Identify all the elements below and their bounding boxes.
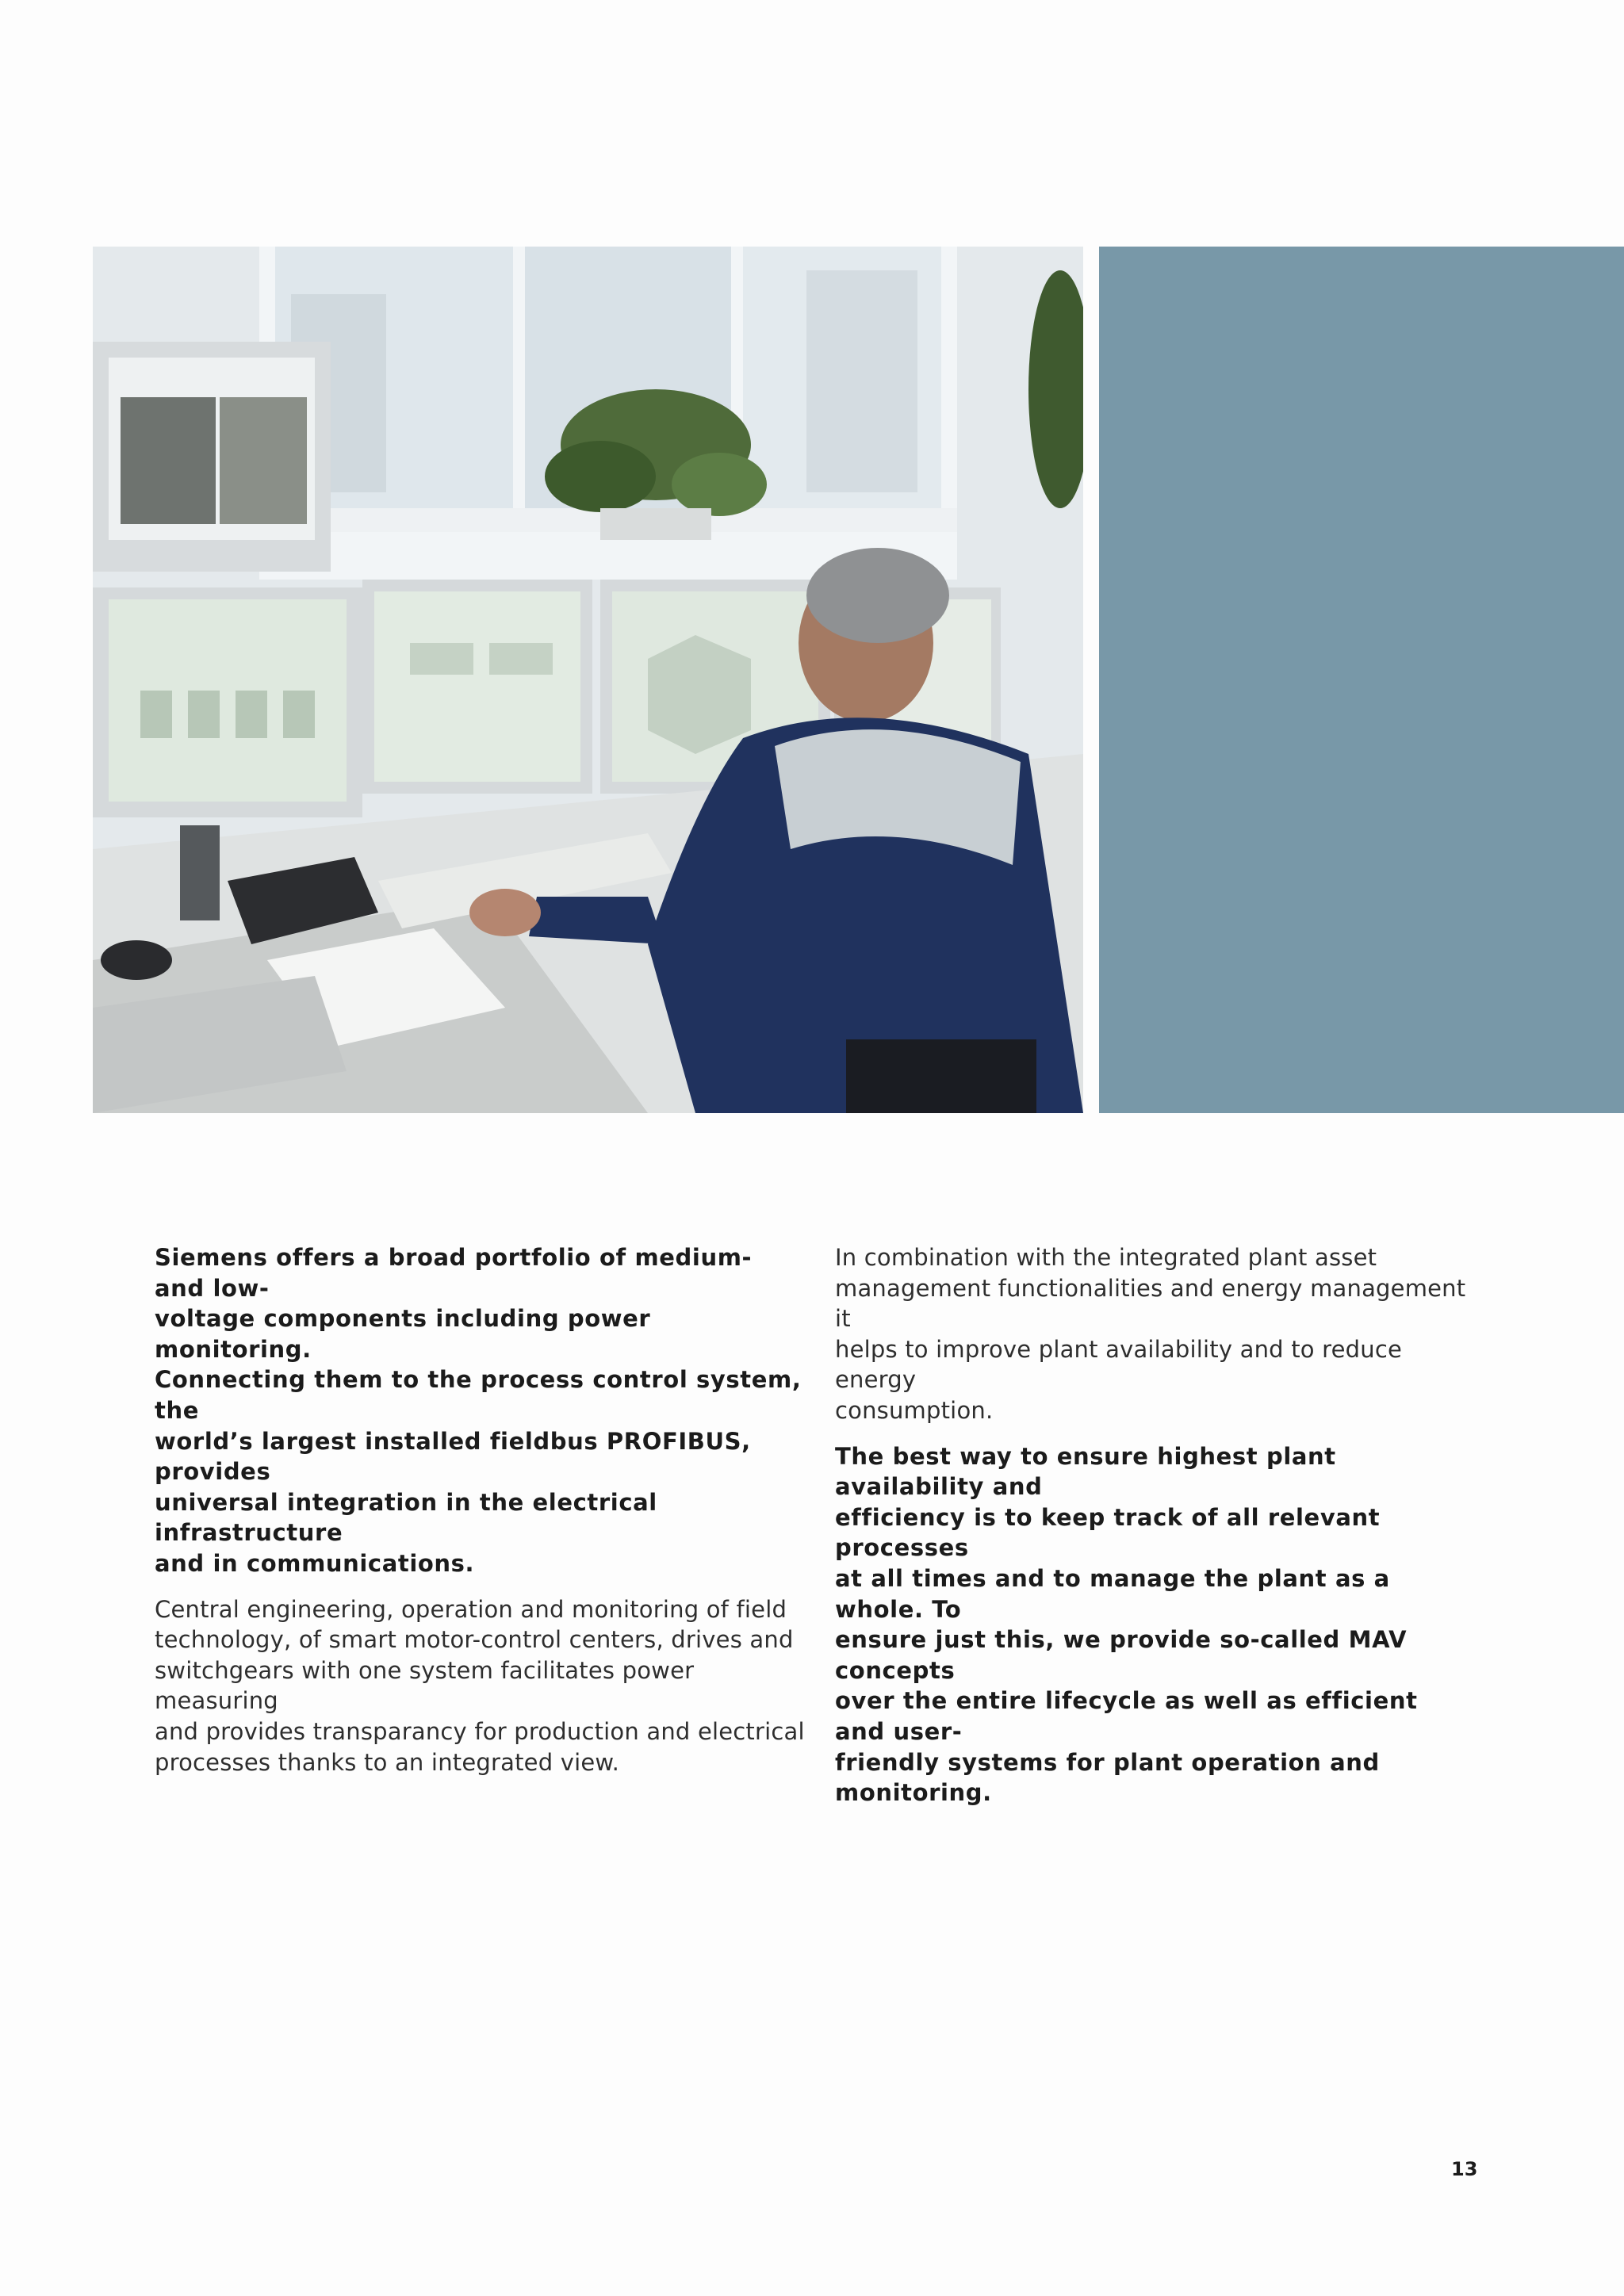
text-line: at all times and to manage the plant as a whole. To [835,1564,1390,1623]
text-line: universal integration in the electrical infrastructure [155,1488,657,1547]
body-paragraph [835,1242,1469,1426]
text-line: world’s largest installed fieldbus PROFIBUS, provides [155,1427,751,1486]
text-line: and provides transparancy for production and electrical [155,1717,805,1745]
text-line: over the entire lifecycle as well as efficient and user- [835,1687,1418,1745]
text-line: In combination with the integrated plant asset [835,1244,1377,1271]
text-line: and in communications. [155,1549,475,1577]
text-line: helps to improve plant availability and to reduce energy [835,1335,1403,1394]
body-paragraph [155,1594,805,1778]
text-line: processes thanks to an integrated view. [155,1748,620,1776]
text-line: Central engineering, operation and monitoring of field [155,1595,787,1623]
left-text-column [155,1242,805,1793]
control-room-photo [93,247,1083,1113]
page-number: 13 [1451,2158,1478,2180]
right-text-column [835,1242,1469,1823]
accent-color-panel [1099,247,1624,1113]
text-line: friendly systems for plant operation and monitoring. [835,1748,1380,1807]
summary-paragraph-bold [835,1441,1469,1808]
intro-paragraph-bold [155,1242,805,1579]
text-line: management functionalities and energy management it [835,1274,1466,1333]
text-line: voltage components including power monitoring. [155,1305,651,1363]
text-line: switchgears with one system facilitates power measuring [155,1656,695,1715]
text-line: efficiency is to keep track of all relevant processes [835,1503,1381,1562]
text-line: consumption. [835,1396,994,1424]
text-line: The best way to ensure highest plant availability and [835,1442,1336,1501]
text-line: Siemens offers a broad portfolio of medium- and low- [155,1244,753,1302]
text-line: Connecting them to the process control system, the [155,1366,802,1424]
text-line: ensure just this, we provide so-called MAV concepts [835,1626,1408,1684]
text-line: technology, of smart motor-control centers, drives and [155,1626,794,1654]
